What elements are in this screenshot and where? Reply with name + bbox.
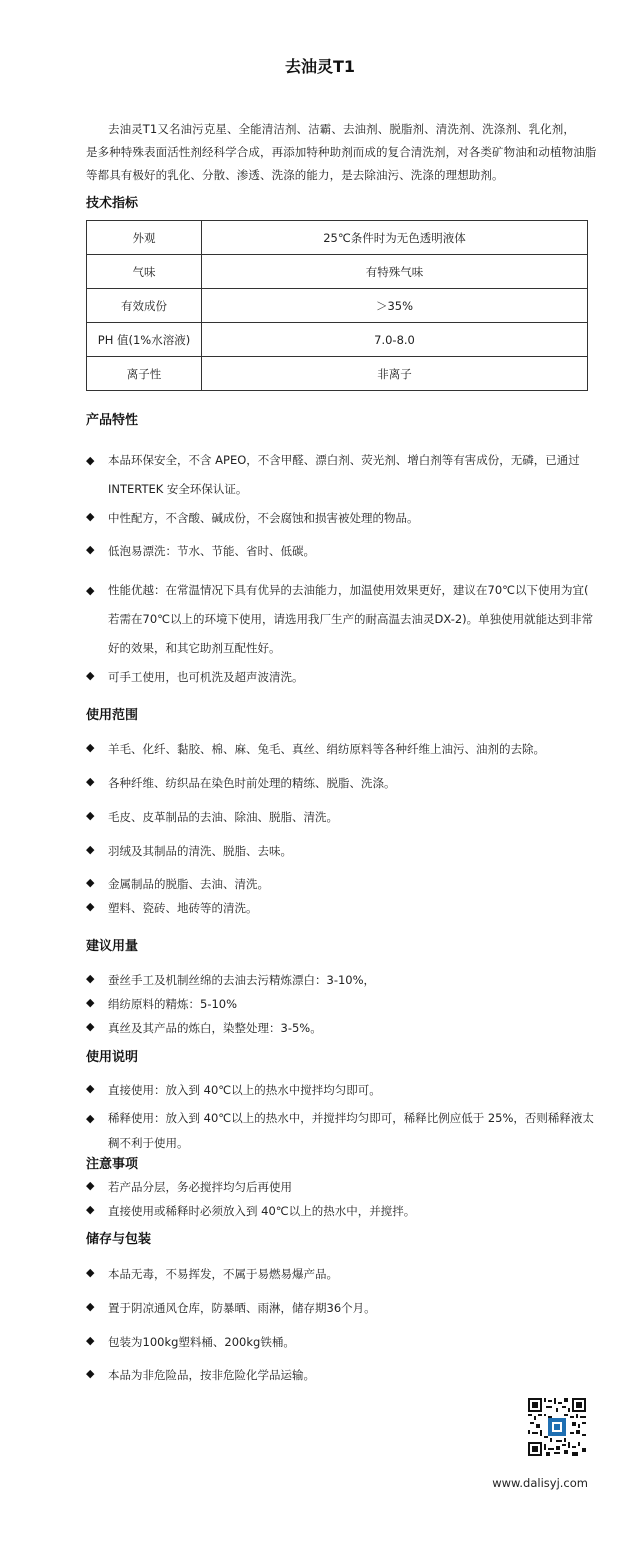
usage-heading: 使用说明 — [86, 1050, 139, 1065]
intro-paragraph — [86, 118, 596, 187]
list-item: ◆ 羽绒及其制品的清洗、脱脂、去味。 — [86, 843, 292, 858]
list-item: ◆ 若产品分层，务必搅拌均匀后再使用 — [86, 1179, 292, 1194]
bullet-diamond-icon: ◆ — [86, 843, 95, 856]
bullet-diamond-icon: ◆ — [86, 972, 95, 985]
bullet-diamond-icon: ◆ — [86, 1020, 95, 1033]
table-row — [87, 323, 588, 357]
list-item: ◆ 金属制品的脱脂、去油、清洗。 — [86, 876, 269, 891]
bullet-diamond-icon: ◆ — [86, 584, 95, 597]
bullet-diamond-icon: ◆ — [86, 669, 95, 682]
bullet-diamond-icon: ◆ — [86, 876, 95, 889]
list-item: ◆ 各种纤维、纺织品在染色时前处理的精练、脱脂、洗涤。 — [86, 775, 396, 790]
qr-code-icon — [528, 1398, 586, 1456]
spec-value: 有特殊气味 — [202, 255, 588, 289]
spec-value: 非离子 — [202, 357, 588, 391]
table-row — [87, 221, 588, 255]
spec-key: 外观 — [87, 221, 202, 255]
list-item: ◆ 塑料、瓷砖、地砖等的清洗。 — [86, 900, 258, 915]
spec-key: 离子性 — [87, 357, 202, 391]
website-url: www.dalisyj.com — [492, 1476, 588, 1490]
table-row — [87, 357, 588, 391]
list-item: ◆ 真丝及其产品的炼白，染整处理：3-5%。 — [86, 1020, 322, 1035]
bullet-diamond-icon: ◆ — [86, 1082, 95, 1095]
page-title: 去油灵T1 — [284, 57, 356, 76]
features-heading: 产品特性 — [86, 413, 139, 428]
bullet-diamond-icon: ◆ — [86, 543, 95, 556]
bullet-diamond-icon: ◆ — [86, 900, 95, 913]
table-row — [87, 255, 588, 289]
list-item: ◆ 可手工使用，也可机洗及超声波清洗。 — [86, 669, 304, 684]
list-item: ◆ 包装为100kg塑料桶、200kg铁桶。 — [86, 1334, 295, 1349]
bullet-diamond-icon: ◆ — [86, 1367, 95, 1380]
list-item: ◆ 置于阴凉通风仓库，防暴晒、雨淋，储存期36个月。 — [86, 1300, 376, 1315]
bullet-diamond-icon: ◆ — [86, 454, 95, 467]
list-item: ◆ 低泡易漂洗：节水、节能、省时、低碳。 — [86, 543, 315, 558]
spec-key: 气味 — [87, 255, 202, 289]
bullet-diamond-icon: ◆ — [86, 1266, 95, 1279]
notes-heading: 注意事项 — [86, 1157, 139, 1172]
intro-line: 是多种特殊表面活性剂经科学合成，再添加特种助剂而成的复合清洗剂，对各类矿物油和动植物油脂 — [86, 145, 597, 159]
spec-key: PH 值(1%水溶液) — [87, 323, 202, 357]
list-item: ◆ 直接使用：放入到 40℃以上的热水中搅拌均匀即可。 — [86, 1082, 381, 1097]
intro-line: 去油灵T1又名油污克星、全能清洁剂、洁霸、去油剂、脱脂剂、清洗剂、洗涤剂、乳化剂， — [108, 122, 575, 136]
list-item: ◆ 稀释使用：放入到 40℃以上的热水中，并搅拌均匀即可，稀释比例应低于 25%，否则稀释液太 稠不利于使用。 — [86, 1106, 596, 1156]
intro-line: 等都具有极好的乳化、分散、渗透、洗涤的能力，是去除油污、洗涤的理想助剂。 — [86, 168, 504, 182]
bullet-diamond-icon: ◆ — [86, 809, 95, 822]
list-item: ◆ 中性配方，不含酸、碱成份，不会腐蚀和损害被处理的物品。 — [86, 510, 419, 525]
bullet-diamond-icon: ◆ — [86, 741, 95, 754]
bullet-diamond-icon: ◆ — [86, 775, 95, 788]
list-item: ◆ 本品无毒，不易挥发，不属于易燃易爆产品。 — [86, 1266, 338, 1281]
bullet-diamond-icon: ◆ — [86, 996, 95, 1009]
spec-table — [86, 220, 588, 391]
spec-heading: 技术指标 — [86, 196, 139, 211]
bullet-diamond-icon: ◆ — [86, 1112, 95, 1125]
table-row — [87, 289, 588, 323]
bullet-diamond-icon: ◆ — [86, 1203, 95, 1216]
dosage-heading: 建议用量 — [86, 939, 139, 954]
scope-heading: 使用范围 — [86, 708, 139, 723]
list-item: ◆ 毛皮、皮革制品的去油、除油、脱脂、清洗。 — [86, 809, 338, 824]
list-item: ◆ 蚕丝手工及机制丝绵的去油去污精炼漂白：3-10%， — [86, 972, 376, 987]
list-item: ◆ 本品环保安全，不含 APEO，不含甲醛、漂白剂、荧光剂、增白剂等有害成份，无磷，已通过 INTERTEK 安全环保认证。 — [86, 446, 596, 504]
bullet-diamond-icon: ◆ — [86, 1300, 95, 1313]
list-item: ◆ 直接使用或稀释时必须放入到 40℃以上的热水中，并搅拌。 — [86, 1203, 416, 1218]
bullet-diamond-icon: ◆ — [86, 1179, 95, 1192]
spec-value: ＞35% — [202, 289, 588, 323]
list-item: ◆ 羊毛、化纤、黏胶、棉、麻、兔毛、真丝、绢纺原料等各种纤维上油污、油剂的去除。 — [86, 741, 545, 756]
spec-key: 有效成份 — [87, 289, 202, 323]
bullet-diamond-icon: ◆ — [86, 510, 95, 523]
list-item: ◆ 本品为非危险品，按非危险化学品运输。 — [86, 1367, 315, 1382]
spec-value: 7.0-8.0 — [202, 323, 588, 357]
list-item: ◆ 性能优越：在常温情况下具有优异的去油能力，加温使用效果更好，建议在70℃以下使用为宜( 若需在70℃以上的环境下使用，请选用我厂生产的耐高温去油灵DX-2)。单独使用就能达到非常 好的效果，和其它助剂互配性好。 — [86, 576, 596, 663]
spec-value: 25℃条件时为无色透明液体 — [202, 221, 588, 255]
storage-heading: 储存与包装 — [86, 1232, 152, 1247]
list-item: ◆ 绢纺原料的精炼：5-10% — [86, 996, 238, 1011]
bullet-diamond-icon: ◆ — [86, 1334, 95, 1347]
